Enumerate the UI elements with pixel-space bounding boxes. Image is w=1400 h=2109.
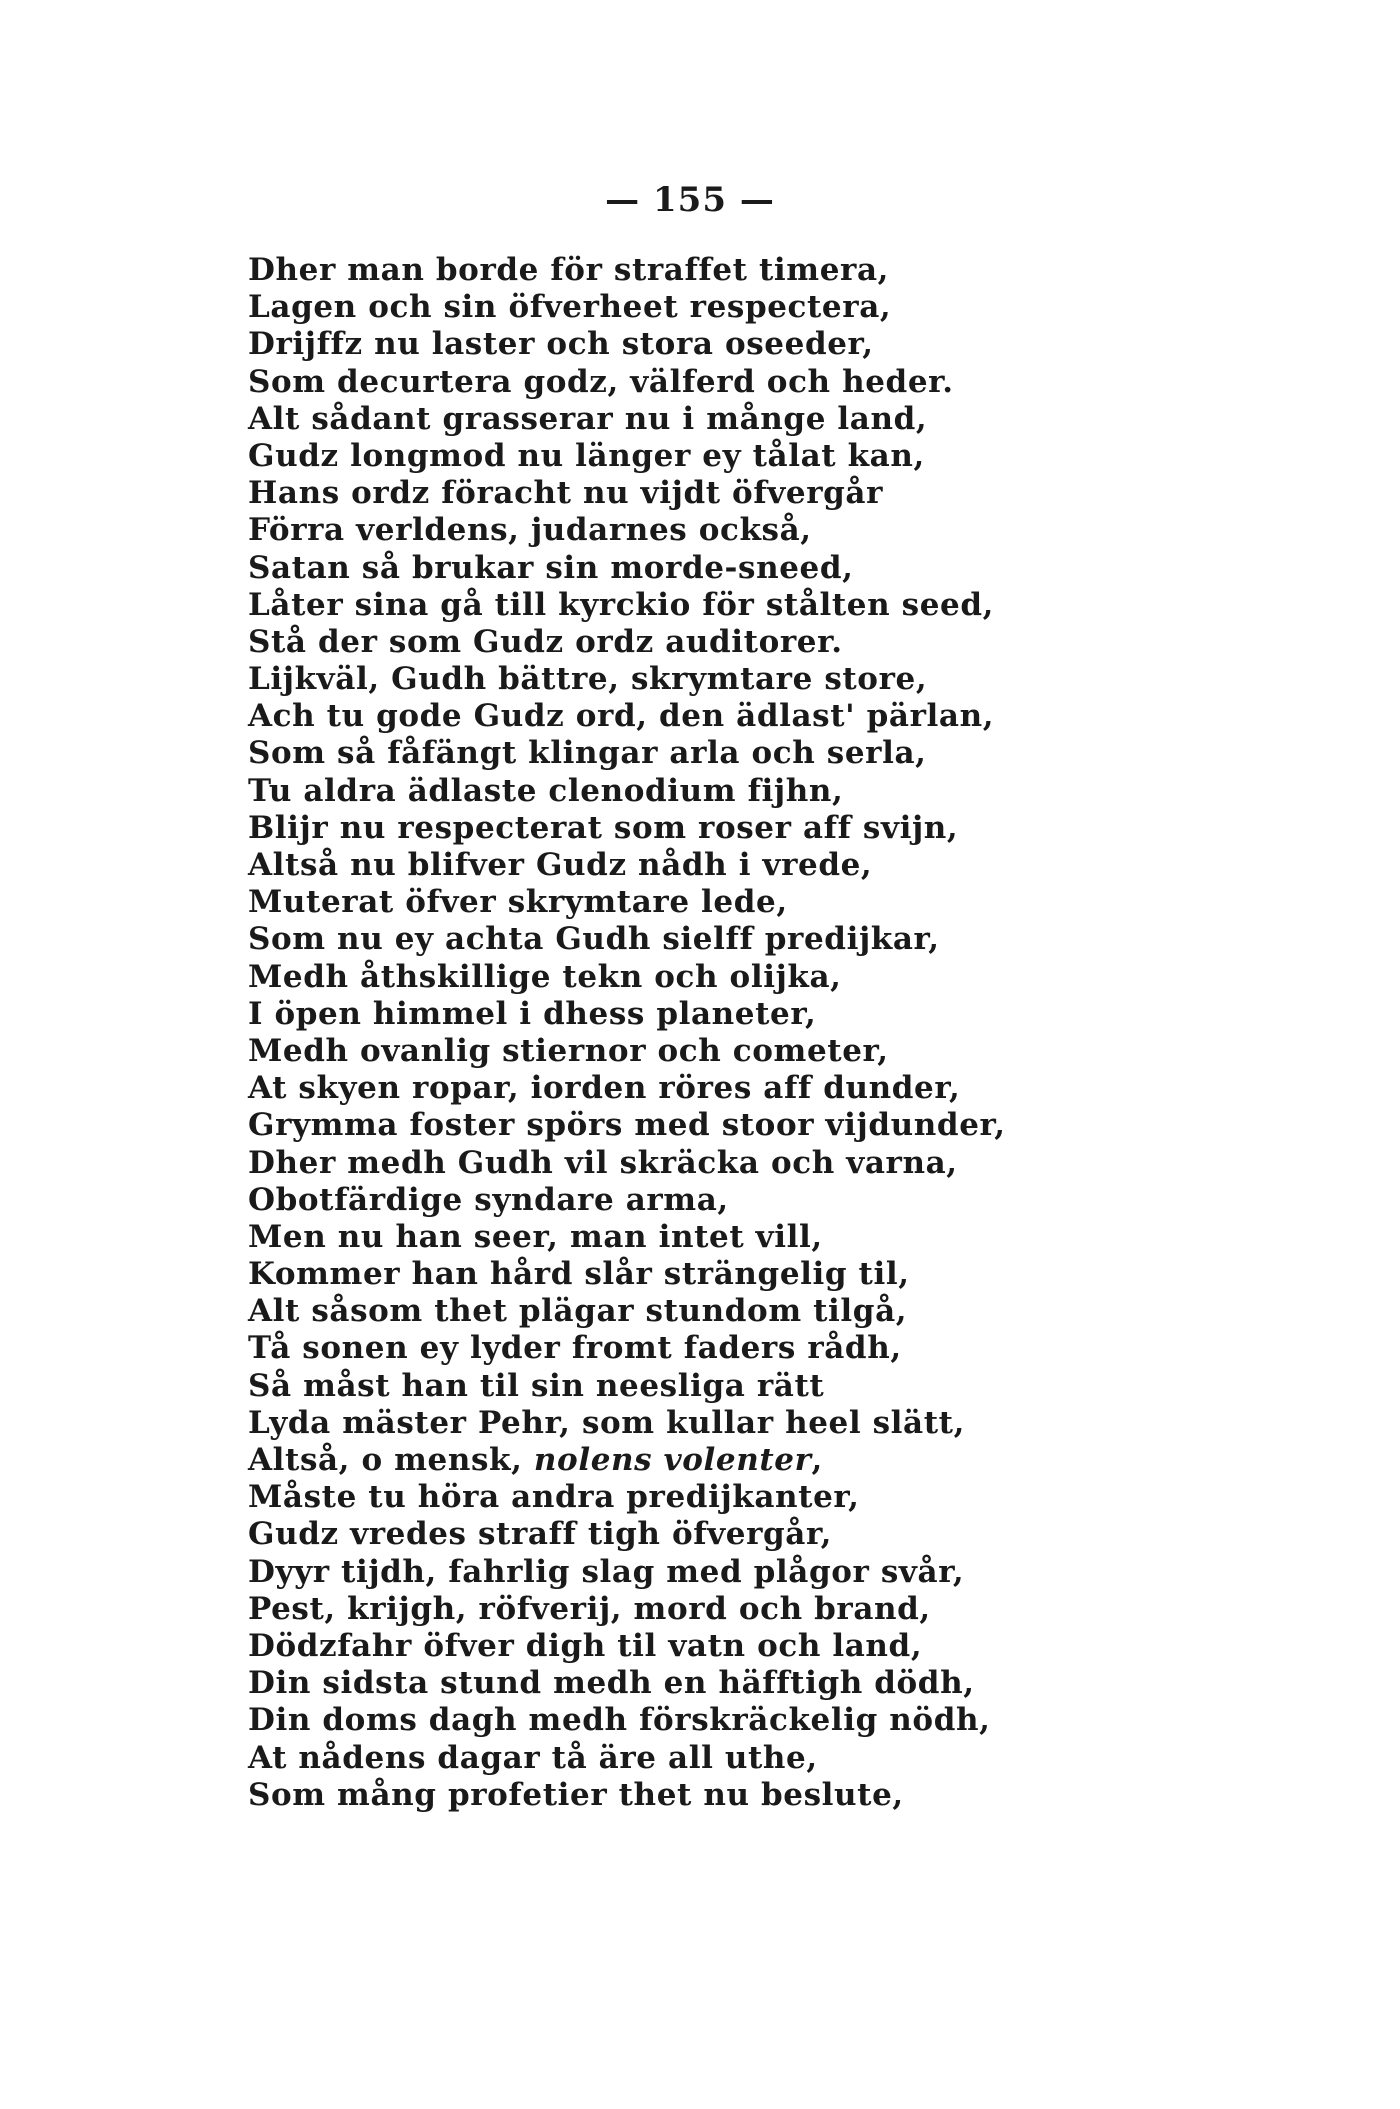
verse-line: Ach tu gode Gudz ord, den ädlast' pärlan, (248, 698, 995, 735)
verse-line: Din sidsta stund medh en häfftigh dödh, (248, 1665, 975, 1702)
verse-line: Tå sonen ey lyder fromt faders rådh, (248, 1330, 902, 1367)
verse-line: Muterat öfver skrymtare lede, (248, 884, 788, 921)
verse-line: Som nu ey achta Gudh sielff predijkar, (248, 921, 940, 958)
verse-line-text: Altså, o mensk, (248, 1442, 534, 1478)
verse-line: At nådens dagar tå äre all uthe, (248, 1739, 818, 1776)
verse-line: Blijr nu respecterat som roser aff svijn, (248, 809, 959, 846)
verse-line: Drijffz nu laster och stora oseeder, (248, 326, 874, 363)
verse-line: Lagen och sin öfverheet respectera, (248, 289, 892, 326)
verse-line: Dyyr tijdh, fahrlig slag med plågor svår, (248, 1553, 965, 1590)
verse-line: Medh ovanlig stiernor och cometer, (248, 1032, 889, 1069)
verse-line: Som så fåfängt klingar arla och serla, (248, 735, 927, 772)
latin-phrase: nolens volenter (533, 1442, 812, 1478)
verse-line: Dher man borde för straffet timera, (248, 252, 890, 288)
verse-line: Obotfärdige syndare arma, (248, 1181, 729, 1218)
poem-verse (248, 252, 1328, 1814)
verse-line: Satan så brukar sin morde-sneed, (248, 549, 854, 586)
verse-line: Så måst han til sin neesliga rätt (248, 1367, 825, 1404)
verse-line: Men nu han seer, man intet vill, (248, 1218, 823, 1255)
verse-line: Medh åthskillige tekn och olijka, (248, 958, 842, 995)
page-number: — 155 — (605, 180, 775, 220)
verse-line: Gudz longmod nu länger ey tålat kan, (248, 437, 925, 474)
verse-line: Som decurtera godz, välferd och heder. (248, 363, 954, 400)
verse-line: Alt sådant grasserar nu i månge land, (248, 400, 928, 437)
verse-line-punctuation: , (811, 1442, 823, 1478)
verse-line: Dödzfahr öfver digh til vatn och land, (248, 1627, 923, 1664)
verse-line: I öpen himmel i dhess planeter, (248, 995, 817, 1032)
verse-line: Låter sina gå till kyrckio för stålten seed, (248, 586, 995, 623)
verse-line: Dher medh Gudh vil skräcka och varna, (248, 1144, 958, 1181)
verse-line: Grymma foster spörs med stoor vijdunder, (248, 1107, 1006, 1144)
verse-line: Stå der som Gudz ordz auditorer. (248, 623, 843, 660)
verse-line (248, 1442, 1328, 1479)
verse-line: Din doms dagh medh förskräckelig nödh, (248, 1702, 991, 1739)
verse-line: Gudz vredes straff tigh öfvergår, (248, 1516, 833, 1553)
verse-line: Förra verldens, judarnes också, (248, 512, 812, 549)
verse-line: Alt såsom thet plägar stundom tilgå, (248, 1293, 908, 1330)
verse-line: Måste tu höra andra predijkanter, (248, 1479, 860, 1516)
verse-line: Pest, krijgh, röfverij, mord och brand, (248, 1590, 931, 1627)
verse-line: Kommer han hård slår strängelig til, (248, 1256, 910, 1293)
verse-line: Lijkväl, Gudh bättre, skrymtare store, (248, 661, 928, 698)
verse-line: Som mång profetier thet nu beslute, (248, 1776, 904, 1813)
verse-line: Lyda mäster Pehr, som kullar heel slätt, (248, 1404, 965, 1441)
verse-line: Hans ordz föracht nu vijdt öfvergår (248, 475, 884, 512)
verse-line: Tu aldra ädlaste clenodium fijhn, (248, 772, 844, 809)
verse-line: Altså nu blifver Gudz nådh i vrede, (248, 847, 873, 883)
verse-line: At skyen ropar, iorden röres aff dunder, (248, 1070, 961, 1107)
